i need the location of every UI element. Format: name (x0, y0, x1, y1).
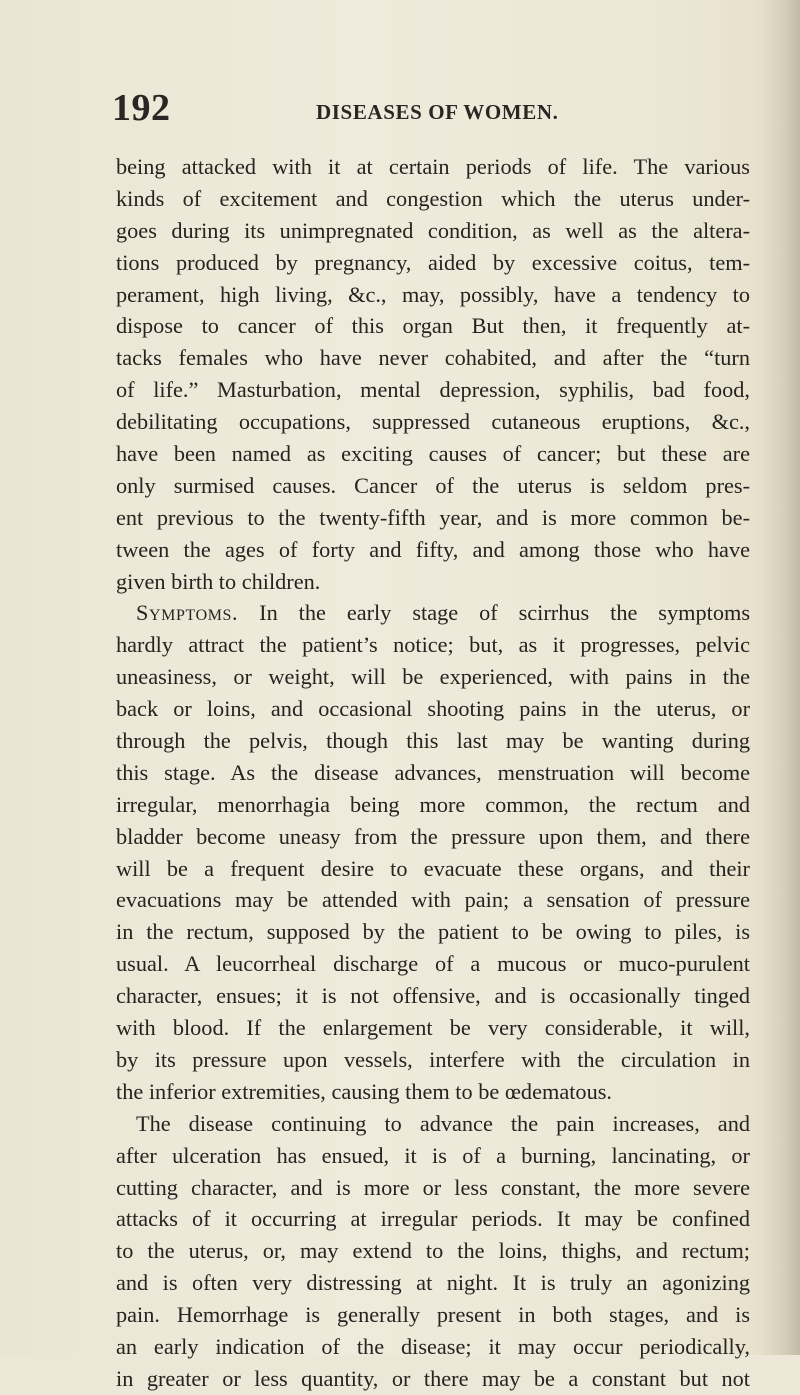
text-line-content: tween the ages of forty and fifty, and among those who have (116, 536, 750, 562)
text-line-content: attacks of it occurring at irregular periods. It may be confined (116, 1206, 750, 1232)
text-line (116, 406, 750, 438)
text-line-content: have been named as exciting causes of cancer; but these are (116, 441, 750, 467)
text-line-content: back or loins, and occasional shooting pains in the uterus, or (116, 696, 750, 722)
text-line-content: dispose to cancer of this organ But then, it frequently at- (116, 313, 750, 339)
text-line (116, 1044, 750, 1076)
text-line-content: after ulceration has ensued, it is of a burning, lancinating, or (116, 1142, 750, 1168)
text-line (116, 629, 750, 661)
text-line-content: the inferior extremities, causing them to be œdematous. (116, 1078, 612, 1104)
text-line (116, 789, 750, 821)
text-line-content: hardly attract the patient’s notice; but, as it progresses, pelvic (116, 632, 750, 658)
page-number: 192 (112, 87, 171, 129)
text-line (116, 1363, 750, 1395)
text-line-content: bladder become uneasy from the pressure upon them, and there (116, 823, 750, 849)
text-line-content: goes during its unimpregnated condition, as well as the altera- (116, 217, 750, 243)
text-line-content: tacks females who have never cohabited, and after the “turn (116, 345, 750, 371)
text-line (116, 1235, 750, 1267)
text-line (116, 1203, 750, 1235)
text-line-content: perament, high living, &c., may, possibly, have a tendency to (116, 281, 750, 307)
text-line-content: only surmised causes. Cancer of the uterus is seldom pres- (116, 472, 750, 498)
text-line-content: uneasiness, or weight, will be experienced, with pains in the (116, 664, 750, 690)
text-line-content: and is often very distressing at night. It is truly an agonizing (116, 1270, 750, 1296)
text-line-content: evacuations may be attended with pain; a sensation of pressure (116, 887, 750, 913)
text-line (116, 1267, 750, 1299)
text-line-content: In the early stage of scirrhus the symptoms (238, 600, 750, 626)
text-line (116, 470, 750, 502)
text-line-content: in greater or less quantity, or there may be a constant but not (116, 1365, 750, 1391)
text-line-content: through the pelvis, though this last may be wanting during (116, 728, 750, 754)
text-line (116, 916, 750, 948)
text-line (116, 247, 750, 279)
text-line-content: given birth to children. (116, 568, 321, 594)
text-line (116, 215, 750, 247)
text-line (116, 1076, 750, 1108)
text-line (116, 183, 750, 215)
text-line-content: irregular, menorrhagia being more common, the rectum and (116, 791, 750, 817)
text-line (116, 1299, 750, 1331)
text-line (116, 853, 750, 885)
text-line-content: being attacked with it at certain periods of life. The various (116, 154, 750, 179)
text-line-content: tions produced by pregnancy, aided by excessive coitus, tem- (116, 249, 750, 275)
text-line (116, 566, 750, 598)
text-line (116, 1331, 750, 1363)
text-line (116, 821, 750, 853)
text-line (116, 502, 750, 534)
text-line-content: will be a frequent desire to evacuate these organs, and their (116, 855, 750, 881)
body-text (116, 151, 750, 1395)
text-line (116, 374, 750, 406)
text-line (116, 534, 750, 566)
text-line-content: pain. Hemorrhage is generally present in both stages, and is (116, 1302, 750, 1328)
text-line (116, 310, 750, 342)
text-line-content: cutting character, and is more or less constant, the more severe (116, 1174, 750, 1200)
text-line (116, 342, 750, 374)
section-heading-symptoms: Symptoms. (136, 600, 239, 626)
text-line-content: this stage. As the disease advances, menstruation will become (116, 759, 750, 785)
text-line-content: an early indication of the disease; it may occur periodically, (116, 1333, 750, 1359)
text-line (116, 279, 750, 311)
text-line-content: of life.” Masturbation, mental depression, syphilis, bad food, (116, 377, 750, 403)
page-header (112, 86, 752, 146)
text-line-content: character, ensues; it is not offensive, and is occasionally tinged (116, 983, 750, 1009)
text-line (116, 597, 750, 629)
text-line (116, 757, 750, 789)
text-line-content: kinds of excitement and congestion which the uterus under- (116, 185, 750, 211)
text-line (116, 980, 750, 1012)
text-line-content: to the uterus, or, may extend to the loins, thighs, and rectum; (116, 1238, 750, 1264)
text-line-content: ent previous to the twenty-fifth year, and is more common be- (116, 504, 750, 530)
text-line (116, 693, 750, 725)
text-line-content: by its pressure upon vessels, interfere with the circulation in (116, 1046, 750, 1072)
text-line-content: with blood. If the enlargement be very considerable, it will, (116, 1015, 750, 1041)
text-line (116, 948, 750, 980)
text-line (116, 438, 750, 470)
text-line (116, 1108, 750, 1140)
text-line (116, 1172, 750, 1204)
running-title: DISEASES OF WOMEN. (316, 100, 559, 124)
text-line-content: The disease continuing to advance the pain increases, and (136, 1110, 750, 1136)
page-edge-shadow (758, 0, 800, 1355)
text-line (116, 661, 750, 693)
text-line-content: in the rectum, supposed by the patient to be owing to piles, is (116, 919, 750, 945)
text-line (116, 884, 750, 916)
text-line (116, 1012, 750, 1044)
text-line (116, 151, 750, 183)
text-line (116, 725, 750, 757)
text-line (116, 1140, 750, 1172)
text-line-content: usual. A leucorrheal discharge of a mucous or muco-purulent (116, 951, 750, 977)
text-line-content: debilitating occupations, suppressed cutaneous eruptions, &c., (116, 409, 750, 435)
